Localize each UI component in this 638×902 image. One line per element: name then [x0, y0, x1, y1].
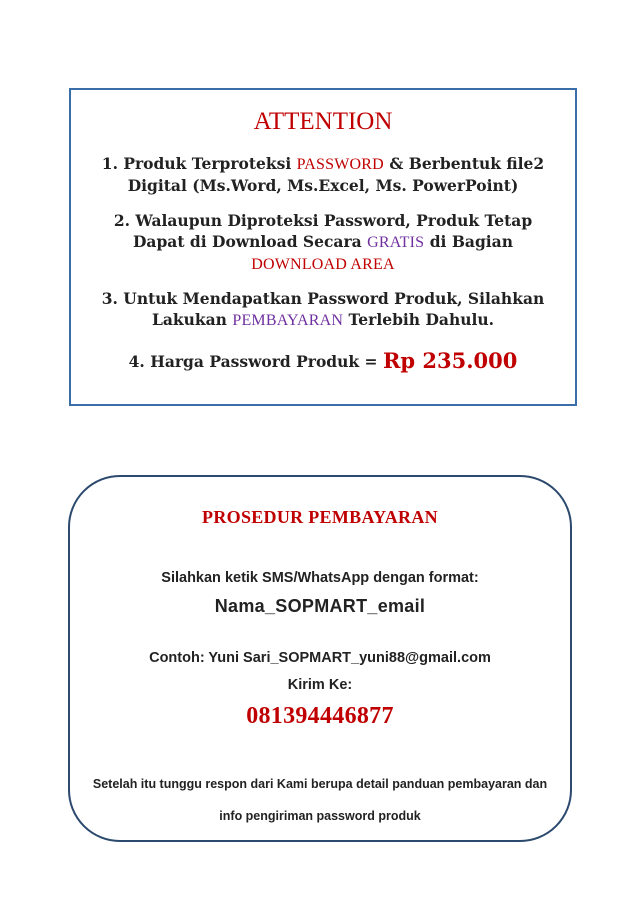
attention-title: ATTENTION: [253, 108, 393, 135]
payment-procedure-box: [68, 475, 572, 842]
item2-download-area-highlight: DOWNLOAD AREA: [251, 256, 395, 273]
attention-item-price: [77, 350, 569, 372]
payment-send-to-label: Kirim Ke:: [287, 677, 353, 693]
attention-box: [69, 88, 577, 406]
item3-pembayaran-highlight: PEMBAYARAN: [232, 312, 344, 329]
attention-item-protected-format: [77, 153, 569, 196]
payment-example: Contoh: Yuni Sari_SOPMART_yuni88@gmail.com: [149, 650, 491, 666]
attention-item-payment-first: [77, 288, 569, 331]
item2-gratis-highlight: GRATIS: [367, 234, 425, 251]
item3-text-line1: 3. Untuk Mendapatkan Password Produk, Silahkan: [101, 289, 545, 308]
payment-note-line2: info pengiriman password produk: [219, 809, 421, 823]
payment-note: [62, 768, 578, 832]
item1-password-highlight: PASSWORD: [296, 156, 384, 173]
payment-note-line1: Setelah itu tunggu respon dari Kami berupa detail panduan pembayaran dan: [92, 777, 548, 791]
item1-text-pre: 1. Produk Terproteksi: [101, 154, 297, 173]
attention-item-free-download: [77, 210, 569, 275]
item3-text-pre: Lakukan: [151, 310, 233, 329]
item1-text-mid: & Berbentuk file2: [383, 154, 545, 173]
item3-text-post: Terlebih Dahulu.: [343, 310, 495, 329]
item2-text-line1: 2. Walaupun Diproteksi Password, Produk Tetap: [113, 211, 533, 230]
item1-text-line2: Digital (Ms.Word, Ms.Excel, Ms. PowerPoint): [127, 176, 519, 195]
item2-text-pre: Dapat di Download Secara: [132, 232, 368, 251]
payment-title: PROSEDUR PEMBAYARAN: [202, 507, 438, 527]
payment-phone-number: 081394446877: [246, 703, 394, 729]
item4-price-value: Rp 235.000: [382, 348, 518, 373]
item2-text-post: di Bagian: [424, 232, 513, 251]
payment-format: Nama_SOPMART_email: [214, 596, 426, 616]
payment-instruction: Silahkan ketik SMS/WhatsApp dengan format:: [161, 570, 479, 586]
item4-price-label: 4. Harga Password Produk =: [128, 352, 383, 371]
